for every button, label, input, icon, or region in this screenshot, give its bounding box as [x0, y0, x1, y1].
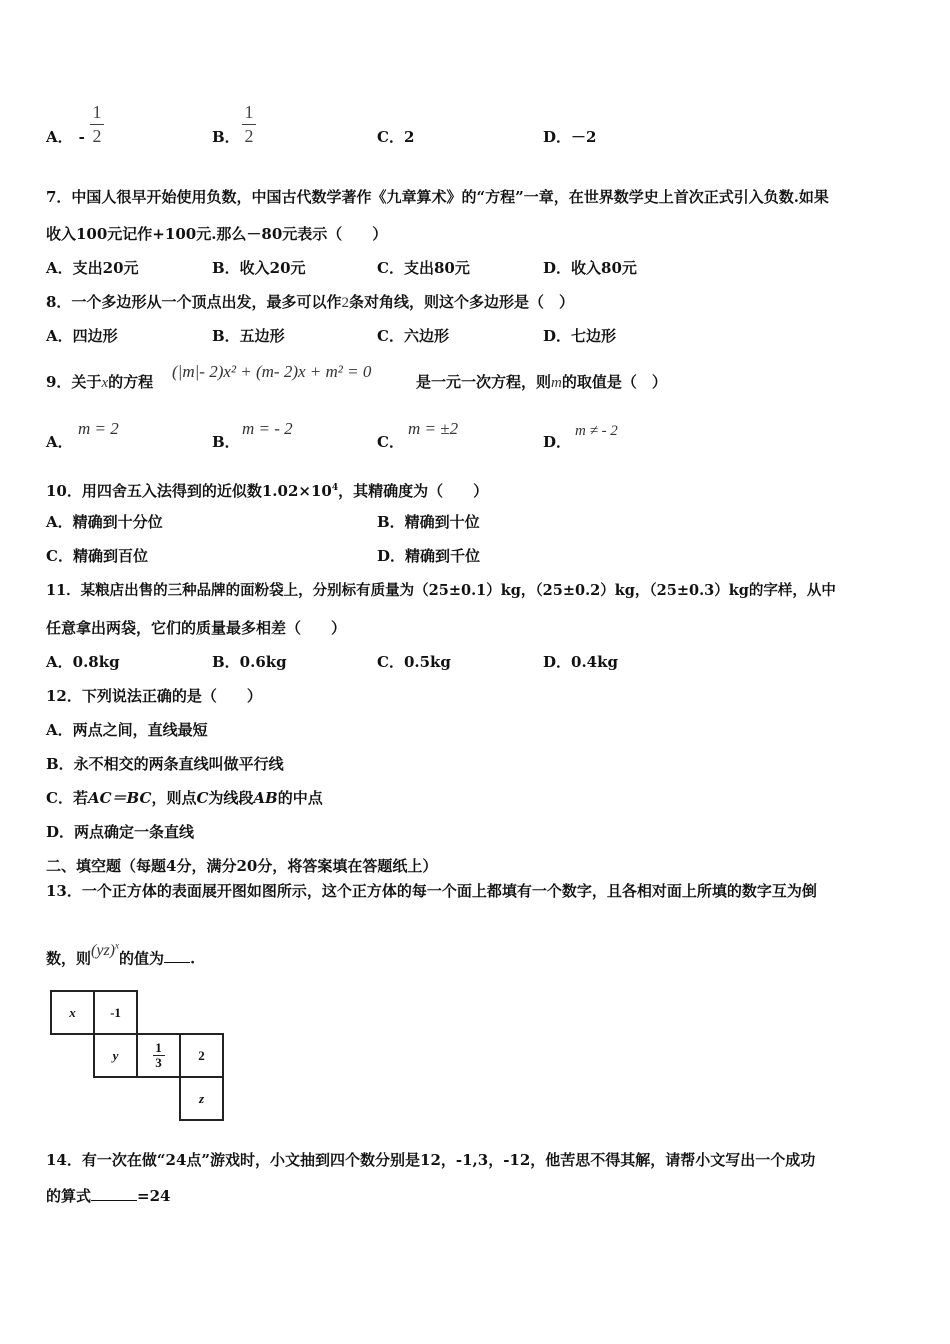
q12-option-b: B．永不相交的两条直线叫做平行线	[46, 755, 284, 773]
q9-equation: (|m|- 2)x² + (m- 2)x + m² = 0	[172, 362, 372, 381]
q9-option-d-label: D．	[543, 433, 572, 451]
net-cell-y: y	[93, 1033, 138, 1078]
q11-stem-line1: 11．某粮店出售的三种品牌的面粉袋上，分别标有质量为（25±0.1）kg，（25±0.2）kg，（25±0.3）kg的字样，从中	[46, 582, 836, 599]
net-cell-z: z	[179, 1076, 224, 1121]
q11-option-b: B．0.6kg	[212, 653, 287, 671]
q7-option-d: D．收入80元	[543, 259, 637, 277]
q6-option-a-fraction: 1 2	[90, 102, 104, 147]
q10-option-a: A．精确到十分位	[46, 513, 163, 531]
q11-option-a: A．0.8kg	[46, 653, 120, 671]
net-cell-x: x	[50, 990, 95, 1035]
q10-option-c: C．精确到百位	[46, 547, 148, 565]
q12-option-c: C．若AC＝BC，则点C为线段AB的中点	[46, 789, 323, 807]
q9-option-d-math: m ≠ - 2	[575, 423, 618, 439]
q12-stem: 12．下列说法正确的是（ ）	[46, 687, 262, 705]
q9-option-a-math: m = 2	[78, 419, 119, 438]
q6-option-d: D．－2	[543, 128, 597, 146]
net-cell-one-third: 1 3	[136, 1033, 181, 1078]
q7-option-a: A．支出20元	[46, 259, 139, 277]
q8-option-c: C．六边形	[377, 327, 449, 345]
q9-option-b-math: m = - 2	[242, 419, 293, 438]
q9-stem: 9．关于x的方程	[46, 373, 154, 391]
q14-answer-blank[interactable]	[91, 1200, 137, 1201]
q8-option-d: D．七边形	[543, 327, 617, 345]
q9-option-a-label: A．	[46, 433, 73, 451]
q8-option-b: B．五边形	[212, 327, 285, 345]
q6-option-b: B．	[212, 128, 240, 146]
q12-option-d: D．两点确定一条直线	[46, 823, 195, 841]
net-cell-two: 2	[179, 1033, 224, 1078]
q14-stem-line1: 14．有一次在做“24点”游戏时，小文抽到四个数分别是12，-1,3，-12，他苦思不得其解，请帮小文写出一个成功	[46, 1151, 816, 1169]
q8-option-a: A．四边形	[46, 327, 118, 345]
q9-option-b-label: B．	[212, 433, 240, 451]
q12-option-a: A．两点之间，直线最短	[46, 721, 208, 739]
q6-option-a: A． -	[46, 128, 85, 146]
section-heading-fill-in: 二、填空题（每题4分，满分20分，将答案填在答题纸上）	[46, 857, 438, 875]
q6-option-b-fraction: 1 2	[242, 102, 256, 147]
q11-stem-line2: 任意拿出两袋，它们的质量最多相差（ ）	[46, 619, 347, 637]
q10-option-b: B．精确到十位	[377, 513, 480, 531]
q7-option-c: C．支出80元	[377, 259, 470, 277]
q9-stem-tail: 是一元一次方程，则m的取值是（ ）	[416, 373, 667, 391]
q14-stem-line2: 的算式 =24	[46, 1187, 171, 1205]
q11-option-d: D．0.4kg	[543, 653, 618, 671]
q9-option-c-label: C．	[377, 433, 404, 451]
q7-option-b: B．收入20元	[212, 259, 306, 277]
q13-stem-line2: 数，则(yz)$^x$的值为 .	[46, 941, 196, 968]
q10-option-d: D．精确到千位	[377, 547, 481, 565]
q9-option-c-math: m = ±2	[408, 419, 459, 438]
q11-option-c: C．0.5kg	[377, 653, 451, 671]
net-cell-neg1: -1	[93, 990, 138, 1035]
q10-stem: 10．用四舍五入法得到的近似数$1.02\times 10^4$，其精确度为（ ）	[46, 482, 489, 500]
q7-stem-line1: 7．中国人很早开始使用负数，中国古代数学著作《九章算术》的“方程”一章，在世界数学史上首次正式引入负数.如果	[46, 188, 829, 206]
q7-stem-line2: 收入100元记作+100元.那么－80元表示（ ）	[46, 225, 388, 243]
q6-option-c: C．2	[377, 128, 415, 146]
q8-stem: 8．一个多边形从一个顶点出发，最多可以作2条对角线，则这个多边形是（ ）	[46, 293, 574, 311]
q13-stem-line1: 13．一个正方体的表面展开图如图所示，这个正方体的每一个面上都填有一个数字，且各相对面上所填的数字互为倒	[46, 882, 817, 900]
q13-answer-blank[interactable]	[164, 962, 190, 963]
